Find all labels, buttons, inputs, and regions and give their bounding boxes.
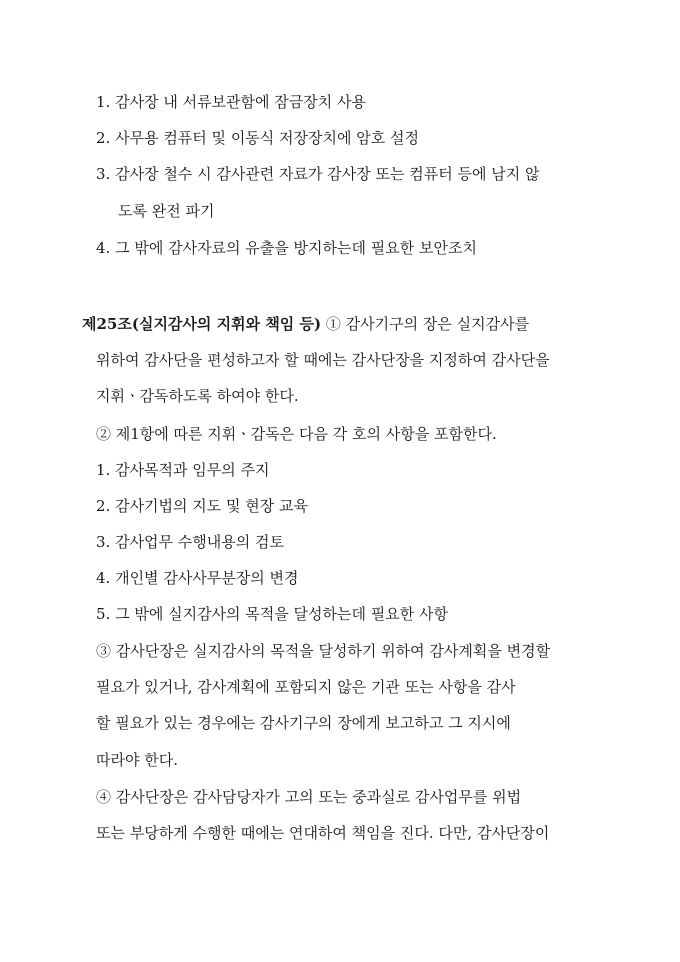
list-item: 4. 그 밖에 감사자료의 유출을 방지하는데 필요한 보안조치 — [96, 239, 477, 257]
list-item: 3. 감사업무 수행내용의 검토 — [96, 533, 285, 551]
list-item: 3. 감사장 철수 시 감사관련 자료가 감사장 또는 컴퓨터 등에 남지 않 — [96, 165, 540, 183]
list-item: 2. 사무용 컴퓨터 및 이동식 저장장치에 암호 설정 — [96, 129, 419, 147]
paragraph-4-line: 또는 부당하게 수행한 때에는 연대하여 책임을 진다. 다만, 감사단장이 — [96, 824, 550, 842]
list-item-continuation: 도록 완전 파기 — [118, 202, 215, 220]
paragraph-4-line: ④ 감사단장은 감사담당자가 고의 또는 중과실로 감사업무를 위법 — [96, 788, 522, 806]
paragraph-3-line: ③ 감사단장은 실지감사의 목적을 달성하기 위하여 감사계획을 변경할 — [96, 642, 551, 660]
list-item: 1. 감사장 내 서류보관함에 잠금장치 사용 — [96, 93, 366, 111]
paragraph-2: ② 제1항에 따른 지휘ㆍ감독은 다음 각 호의 사항을 포함한다. — [96, 425, 497, 443]
list-item: 1. 감사목적과 임무의 주지 — [96, 461, 270, 479]
paragraph-line: 위하여 감사단을 편성하고자 할 때에는 감사단장을 지정하여 감사단을 — [96, 351, 550, 369]
list-item: 2. 감사기법의 지도 및 현장 교육 — [96, 497, 309, 515]
article-paragraph-1 — [82, 314, 529, 334]
list-item: 4. 개인별 감사사무분장의 변경 — [96, 569, 299, 587]
paragraph-text: ① 감사기구의 장은 실지감사를 — [321, 315, 530, 333]
paragraph-3-line: 할 필요가 있는 경우에는 감사기구의 장에게 보고하고 그 지시에 — [96, 714, 511, 732]
paragraph-3-line: 따라야 한다. — [96, 751, 178, 769]
list-item: 5. 그 밖에 실지감사의 목적을 달성하는데 필요한 사항 — [96, 605, 448, 623]
paragraph-line: 지휘ㆍ감독하도록 하여야 한다. — [96, 387, 299, 405]
article-heading: 제25조(실지감사의 지휘와 책임 등) — [82, 315, 322, 333]
paragraph-3-line: 필요가 있거나, 감사계획에 포함되지 않은 기관 또는 사항을 감사 — [96, 678, 516, 696]
